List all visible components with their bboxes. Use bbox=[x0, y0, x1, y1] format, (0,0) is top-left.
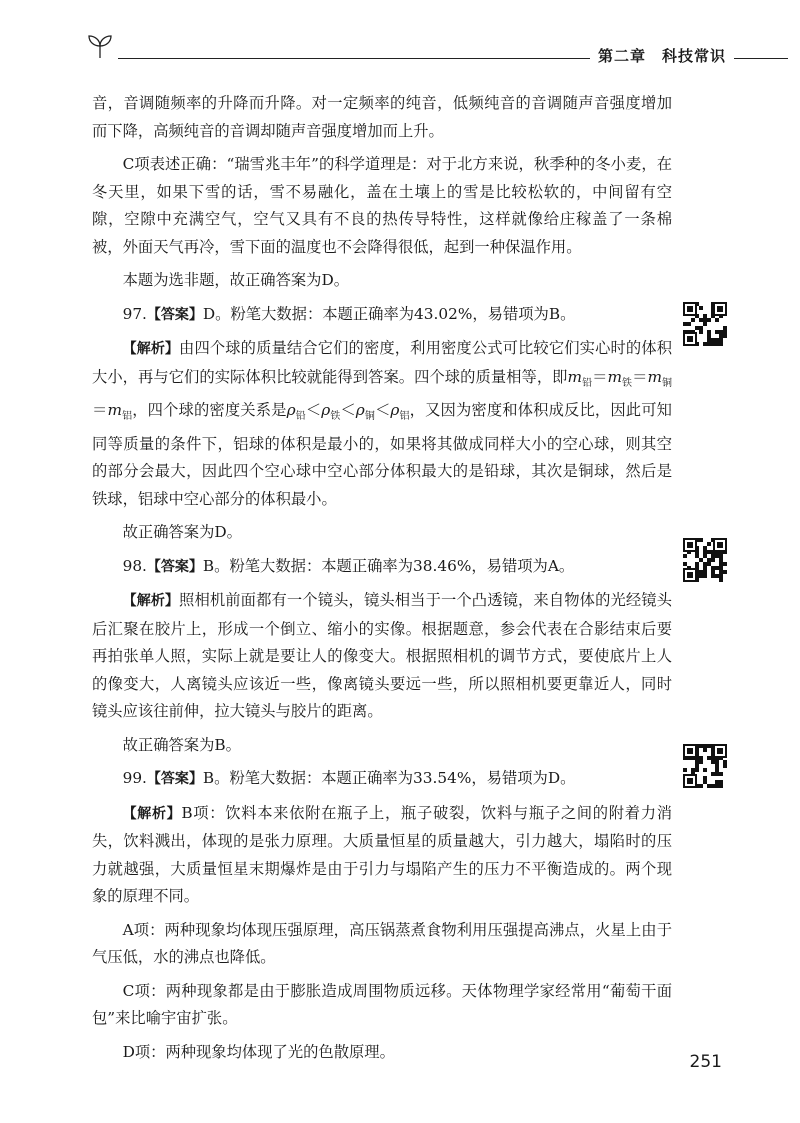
sprout-icon bbox=[86, 32, 114, 60]
sub: 铝 bbox=[121, 411, 133, 423]
answer-tag: 【答案】 bbox=[146, 306, 203, 323]
answer-text: B。粉笔大数据：本题正确率为33.54%，易错项为D。 bbox=[202, 769, 576, 788]
analysis-99 bbox=[92, 800, 672, 911]
sub: 铝 bbox=[399, 411, 410, 423]
analysis-tag: 【解析】 bbox=[122, 805, 182, 822]
qr-code-icon[interactable] bbox=[683, 302, 727, 346]
paragraph: C项表述正确：“瑞雪兆丰年”的科学道理是：对于北方来说，秋季种的冬小麦，在冬天里，如果下雪的话，雪不易融化，盖在土壤上的雪是比较松软的，中间留有空隙，空隙中充满空气，空气又具有不良的热传导特性，这样就像给庄稼盖了一条棉被，外面天气再冷，雪下面的温度也不会降得很低，起到一种保温作用。 bbox=[92, 155, 672, 256]
op: ＝ bbox=[92, 401, 108, 420]
paragraph: 本题为选非题，故正确答案为D。 bbox=[122, 271, 350, 289]
sub: 铁 bbox=[622, 377, 633, 389]
sub: 铜 bbox=[364, 411, 376, 423]
var-rho: ρ bbox=[286, 401, 296, 420]
op: ＝ bbox=[592, 367, 608, 386]
page-body bbox=[92, 90, 672, 1066]
final-answer: 故正确答案为D。 bbox=[122, 523, 242, 542]
answer-text: B。粉笔大数据：本题正确率为38.46%，易错项为A。 bbox=[202, 556, 575, 575]
chapter-title: 第二章 科技常识 bbox=[590, 45, 734, 66]
analysis-text: 由四个球的质量结合它们的密度，利用密度公式可比较它们实心时的体积大小，再与它们的实际体积比较就能得到答案。四个球的质量相等，即 bbox=[92, 339, 672, 386]
op: ＝ bbox=[632, 367, 648, 386]
var-m: m bbox=[107, 401, 122, 420]
answer-97 bbox=[92, 301, 672, 330]
var-m: m bbox=[607, 367, 622, 386]
final-answer: 故正确答案为B。 bbox=[122, 735, 241, 754]
answer-99 bbox=[92, 765, 672, 794]
op: ＜ bbox=[340, 401, 356, 420]
option-a: A项：两种现象均体现压强原理，高压锅蒸煮食物利用压强提高沸点，火星上由于气压低，水的沸点也降低。 bbox=[92, 920, 672, 967]
analysis-98 bbox=[92, 587, 672, 726]
page-header bbox=[0, 0, 800, 80]
paragraph: 音，音调随频率的升降而升降。对一定频率的纯音，低频纯音的音调随声音强度增加而下降，高频纯音的音调却随声音强度增加而上升。 bbox=[92, 94, 672, 140]
var-rho: ρ bbox=[355, 401, 365, 420]
var-m: m bbox=[647, 367, 662, 386]
analysis-text: ，又因为密度和体积成反比，因此可知同等质量的条件下，铝球的体积是最小的，如果将其做成同样大小的空心球，则其空的部分会最大，因此四个空心球中空心部分体积最大的是铅球，其次是铜球，然后是铁球，铝球中空心部分的体积最小。 bbox=[92, 401, 672, 508]
answer-tag: 【答案】 bbox=[146, 558, 203, 575]
var-rho: ρ bbox=[321, 401, 331, 420]
sub: 铅 bbox=[295, 411, 306, 423]
var-rho: ρ bbox=[390, 401, 400, 420]
analysis-text: B项：饮料本来依附在瓶子上，瓶子破裂，饮料与瓶子之间的附着力消失，饮料溅出，体现的是张力原理。大质量恒星的质量越大，引力越大，塌陷时的压力就越强，大质量恒星末期爆炸是由于引力与塌陷产生的压力不平衡造成的。两个现象的原理不同。 bbox=[92, 803, 673, 906]
op: ＜ bbox=[305, 401, 322, 420]
question-number: 98. bbox=[122, 556, 147, 575]
answer-text: D。粉笔大数据：本题正确率为43.02%，易错项为B。 bbox=[202, 304, 576, 323]
analysis-97 bbox=[92, 335, 672, 513]
page-number: 251 bbox=[689, 1052, 722, 1072]
question-number: 97. bbox=[122, 304, 147, 323]
qr-code-icon[interactable] bbox=[683, 538, 727, 582]
sub: 铅 bbox=[582, 377, 593, 389]
option-c: C项：两种现象都是由于膨胀造成周围物质远移。天体物理学家经常用“葡萄干面包”来比喻宇宙扩张。 bbox=[92, 981, 672, 1028]
sub: 铜 bbox=[661, 377, 672, 389]
answer-98 bbox=[92, 553, 672, 582]
analysis-text: ，四个球的密度关系是 bbox=[132, 401, 287, 420]
analysis-tag: 【解析】 bbox=[122, 341, 180, 357]
question-number: 99. bbox=[122, 769, 147, 788]
qr-code-icon[interactable] bbox=[683, 744, 727, 788]
sub: 铁 bbox=[330, 411, 341, 423]
answer-tag: 【答案】 bbox=[146, 771, 203, 788]
analysis-text: 照相机前面都有一个镜头，镜头相当于一个凸透镜，来自物体的光经镜头后汇聚在胶片上，形成一个倒立、缩小的实像。根据题意，参会代表在合影结束后要再拍张单人照，实际上就是要让人的像变大。根据照相机的调节方式，要使底片上人的像变大，人离镜头应该近一些，像离镜头要远一些，所以照相机要更靠近人，同时镜头应该往前伸，拉大镜头与胶片的距离。 bbox=[92, 591, 672, 721]
var-m: m bbox=[567, 367, 583, 386]
analysis-tag: 【解析】 bbox=[122, 593, 180, 610]
option-d: D项：两种现象均体现了光的色散原理。 bbox=[122, 1042, 395, 1061]
op: ＜ bbox=[375, 401, 391, 420]
